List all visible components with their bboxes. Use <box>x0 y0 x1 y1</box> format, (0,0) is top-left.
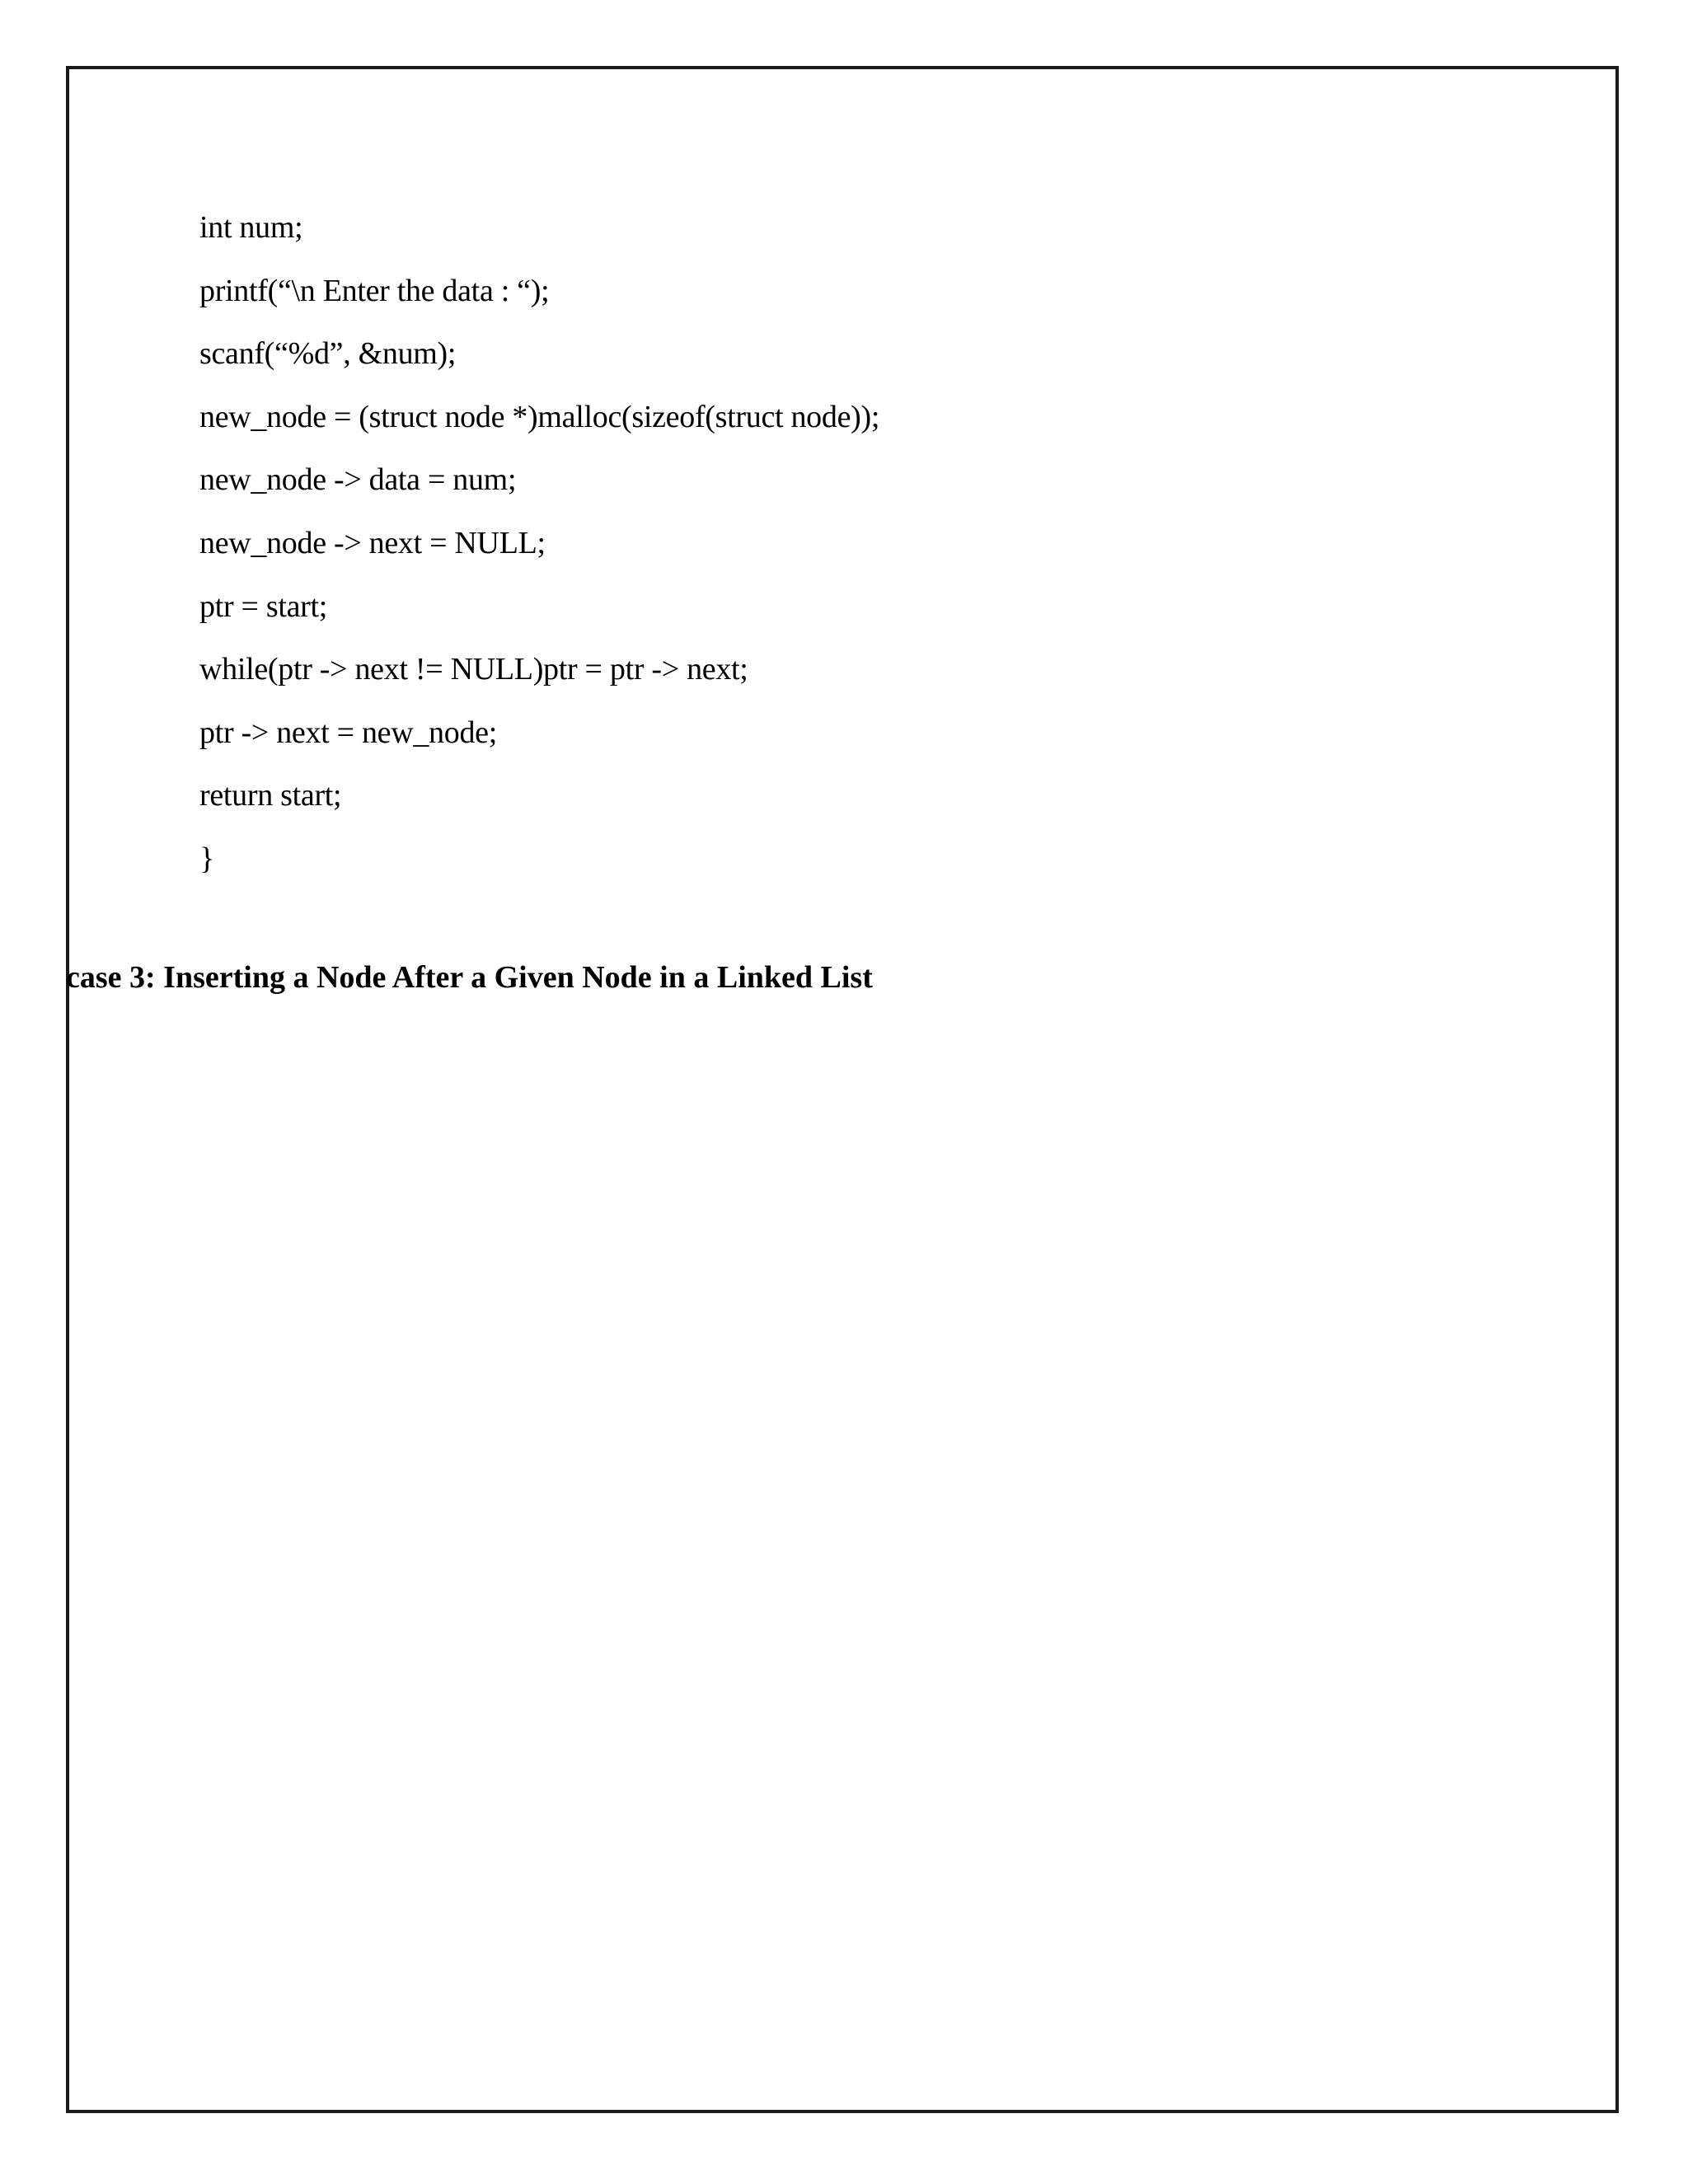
code-line: ptr = start; <box>199 588 328 624</box>
code-line: } <box>199 841 214 876</box>
code-line: scanf(“%d”, &num); <box>199 336 457 372</box>
code-listing <box>199 196 879 891</box>
code-line: new_node -> next = NULL; <box>199 525 546 560</box>
code-line: new_node = (struct node *)malloc(sizeof(struct node)); <box>199 399 880 434</box>
code-line: printf(“\n Enter the data : “); <box>199 273 550 308</box>
code-line: while(ptr -> next != NULL)ptr = ptr -> next; <box>199 652 748 687</box>
code-line: int num; <box>199 210 303 245</box>
code-line: ptr -> next = new_node; <box>199 715 497 750</box>
section-heading: case 3: Inserting a Node After a Given Node in a Linked List <box>66 960 873 995</box>
code-line: return start; <box>199 778 342 813</box>
code-line: new_node -> data = num; <box>199 462 517 498</box>
